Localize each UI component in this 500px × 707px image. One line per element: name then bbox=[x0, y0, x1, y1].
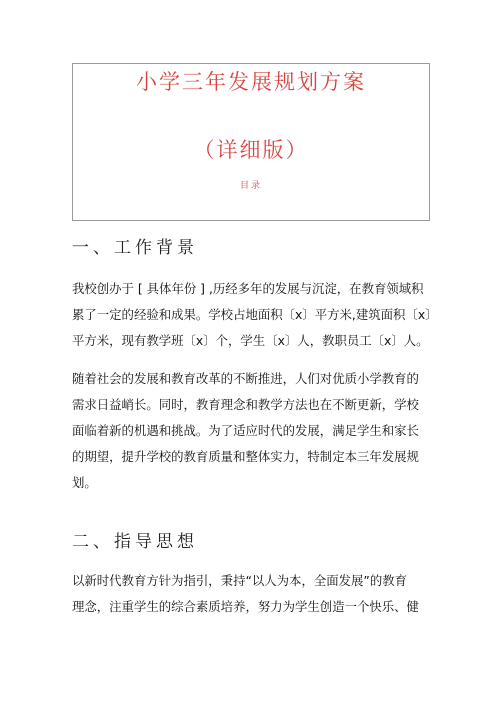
table-of-contents-label: 目录 bbox=[239, 181, 262, 191]
paragraph-guiding-ideology-1 bbox=[72, 568, 432, 620]
text-line: 需求日益峭长。同时，教育理念和教学方法也在不断更新，学校 bbox=[72, 397, 419, 412]
paragraph-background-2 bbox=[72, 366, 432, 496]
cover-title: 小学三年发展规划方案 bbox=[136, 70, 366, 94]
text-line: 我校创办于 [ 具体年份 ] ,历经多年的发展与沉淀，在教育领域积 bbox=[72, 281, 424, 296]
cover-box bbox=[72, 63, 430, 221]
section-heading-guiding-ideology: 二、指导思想 bbox=[72, 532, 198, 552]
text-line: 累了一定的经验和成果。学校占地面积〔x〕平方米,建筑面积〔x〕 bbox=[72, 307, 438, 322]
text-line: 以新时代教育方针为指引，秉持“以人为本，全面发展”的教育 bbox=[72, 573, 407, 588]
text-line: 的期望，提升学校的教育质量和整体实力，特制定本三年发展规 bbox=[72, 449, 419, 464]
text-line: 随着社会的发展和教育改革的不断推进，人们对优质小学教育的 bbox=[72, 371, 419, 386]
paragraph-background-1 bbox=[72, 276, 438, 354]
text-line: 平方米，现有教学班〔x〕个，学生〔x〕人，教职员工〔x〕人。 bbox=[72, 333, 429, 348]
section-heading-background: 一、工作背景 bbox=[72, 238, 198, 258]
text-line: 面临着新的机遇和挑战。为了适应时代的发展，满足学生和家长 bbox=[72, 423, 419, 438]
text-line: 理念，注重学生的综合素质培养，努力为学生创造一个快乐、健 bbox=[72, 599, 419, 614]
cover-subtitle: （详细版） bbox=[193, 138, 309, 162]
text-line: 划。 bbox=[72, 475, 97, 490]
